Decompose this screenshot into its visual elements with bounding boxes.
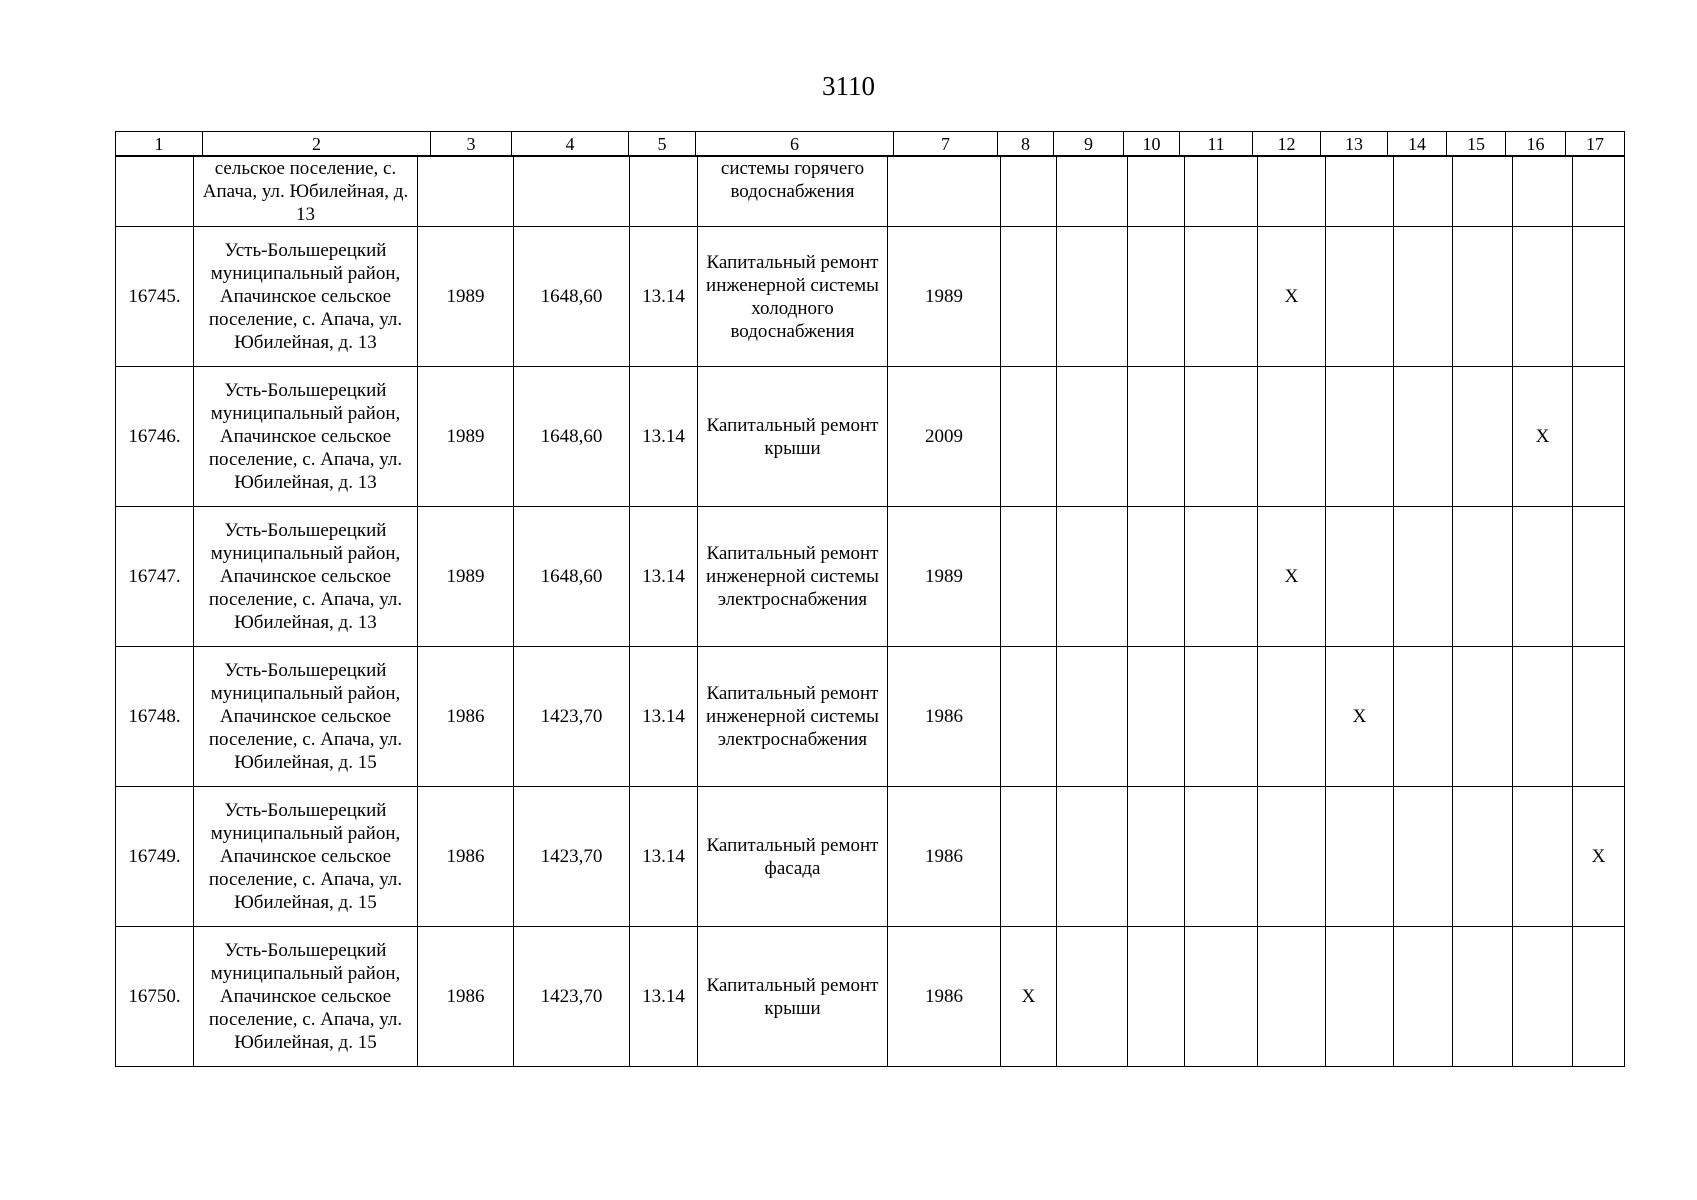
cell-year-built: 1986 bbox=[418, 647, 514, 787]
cell-area: 1423,70 bbox=[514, 647, 630, 787]
cell-code: 13.14 bbox=[630, 787, 698, 927]
header-cell: 10 bbox=[1124, 132, 1180, 156]
cell-work: Капитальный ремонт крыши bbox=[698, 367, 888, 507]
cell-year-built: 1989 bbox=[418, 367, 514, 507]
cell-col-13 bbox=[1326, 227, 1394, 367]
cell-area: 1648,60 bbox=[514, 367, 630, 507]
cell-work: Капитальный ремонт инженерной системы электроснабжения bbox=[698, 647, 888, 787]
cell-code: 13.14 bbox=[630, 507, 698, 647]
cell-mark: X bbox=[1258, 507, 1326, 647]
header-cell: 6 bbox=[696, 132, 894, 156]
cell-col-17 bbox=[1573, 507, 1625, 647]
cell-area: 1648,60 bbox=[514, 227, 630, 367]
cell-col-15 bbox=[1453, 367, 1513, 507]
cell-address: Усть-Большерецкий муниципальный район, Апачинское сельское поселение, с. Апача, ул. Юбилейная, д. 15 bbox=[194, 647, 418, 787]
cell-year-work: 2009 bbox=[888, 367, 1001, 507]
header-cell: 12 bbox=[1253, 132, 1321, 156]
cell-col-10 bbox=[1128, 157, 1185, 227]
cell-col-9 bbox=[1057, 367, 1128, 507]
header-cell: 13 bbox=[1321, 132, 1388, 156]
cell-col-8 bbox=[1001, 227, 1057, 367]
cell-col-10 bbox=[1128, 647, 1185, 787]
cell-col-16 bbox=[1513, 157, 1573, 227]
cell-col-15 bbox=[1453, 227, 1513, 367]
cell-year-work bbox=[888, 157, 1001, 227]
cell-address: сельское поселение, с. Апача, ул. Юбилейная, д. 13 bbox=[194, 157, 418, 227]
cell-col-16 bbox=[1513, 647, 1573, 787]
cell-id: 16746. bbox=[116, 367, 194, 507]
header-cell: 3 bbox=[431, 132, 512, 156]
cell-col-14 bbox=[1394, 507, 1453, 647]
cell-col-14 bbox=[1394, 227, 1453, 367]
cell-col-8 bbox=[1001, 787, 1057, 927]
cell-col-9 bbox=[1057, 157, 1128, 227]
cell-col-12 bbox=[1258, 157, 1326, 227]
cell-col-8 bbox=[1001, 647, 1057, 787]
cell-work: Капитальный ремонт инженерной системы электроснабжения bbox=[698, 507, 888, 647]
cell-mark: X bbox=[1573, 787, 1625, 927]
cell-address: Усть-Большерецкий муниципальный район, Апачинское сельское поселение, с. Апача, ул. Юбилейная, д. 13 bbox=[194, 507, 418, 647]
cell-mark: X bbox=[1513, 367, 1573, 507]
cell-mark: X bbox=[1326, 647, 1394, 787]
cell-mark: X bbox=[1258, 227, 1326, 367]
cell-col-17 bbox=[1573, 367, 1625, 507]
cell-col-10 bbox=[1128, 787, 1185, 927]
register-table bbox=[115, 131, 1624, 1067]
cell-area: 1423,70 bbox=[514, 787, 630, 927]
header-cell: 15 bbox=[1447, 132, 1506, 156]
header-row bbox=[116, 132, 1625, 156]
header-cell: 7 bbox=[894, 132, 998, 156]
cell-col-11 bbox=[1185, 157, 1258, 227]
cell-col-11 bbox=[1185, 787, 1258, 927]
cell-col-14 bbox=[1394, 927, 1453, 1067]
header-cell: 2 bbox=[203, 132, 431, 156]
cell-col-14 bbox=[1394, 157, 1453, 227]
cell-col-16 bbox=[1513, 787, 1573, 927]
cell-col-13 bbox=[1326, 157, 1394, 227]
cell-col-11 bbox=[1185, 647, 1258, 787]
cell-col-9 bbox=[1057, 927, 1128, 1067]
cell-area: 1423,70 bbox=[514, 927, 630, 1067]
cell-col-14 bbox=[1394, 787, 1453, 927]
cell-year-work: 1989 bbox=[888, 507, 1001, 647]
column-number-header bbox=[115, 131, 1625, 156]
cell-year-work: 1989 bbox=[888, 227, 1001, 367]
cell-col-16 bbox=[1513, 227, 1573, 367]
header-cell: 16 bbox=[1506, 132, 1566, 156]
cell-id: 16745. bbox=[116, 227, 194, 367]
cell-col-8 bbox=[1001, 507, 1057, 647]
header-cell: 17 bbox=[1566, 132, 1625, 156]
cell-year-built: 1989 bbox=[418, 507, 514, 647]
header-cell: 14 bbox=[1388, 132, 1447, 156]
header-cell: 8 bbox=[998, 132, 1054, 156]
cell-year-work: 1986 bbox=[888, 647, 1001, 787]
cell-col-12 bbox=[1258, 787, 1326, 927]
page-number: 3110 bbox=[822, 71, 875, 101]
cell-mark: X bbox=[1001, 927, 1057, 1067]
cell-col-11 bbox=[1185, 927, 1258, 1067]
cell-id: 16750. bbox=[116, 927, 194, 1067]
cell-col-10 bbox=[1128, 367, 1185, 507]
header-cell: 1 bbox=[116, 132, 203, 156]
table-row bbox=[116, 647, 1625, 787]
cell-col-8 bbox=[1001, 157, 1057, 227]
cell-id: 16749. bbox=[116, 787, 194, 927]
cell-col-9 bbox=[1057, 507, 1128, 647]
cell-code bbox=[630, 157, 698, 227]
header-cell: 11 bbox=[1180, 132, 1253, 156]
cell-year-work: 1986 bbox=[888, 787, 1001, 927]
header-cell: 5 bbox=[629, 132, 696, 156]
cell-work: Капитальный ремонт крыши bbox=[698, 927, 888, 1067]
cell-col-15 bbox=[1453, 507, 1513, 647]
header-cell: 4 bbox=[512, 132, 629, 156]
cell-code: 13.14 bbox=[630, 367, 698, 507]
cell-work: Капитальный ремонт инженерной системы холодного водоснабжения bbox=[698, 227, 888, 367]
cell-col-8 bbox=[1001, 367, 1057, 507]
table-row bbox=[116, 507, 1625, 647]
cell-col-10 bbox=[1128, 927, 1185, 1067]
cell-area bbox=[514, 157, 630, 227]
cell-col-17 bbox=[1573, 227, 1625, 367]
cell-col-17 bbox=[1573, 927, 1625, 1067]
cell-col-13 bbox=[1326, 787, 1394, 927]
cell-col-12 bbox=[1258, 647, 1326, 787]
cell-id: 16747. bbox=[116, 507, 194, 647]
table-row bbox=[116, 787, 1625, 927]
cell-year-built bbox=[418, 157, 514, 227]
table-row bbox=[116, 367, 1625, 507]
cell-year-built: 1986 bbox=[418, 787, 514, 927]
cell-address: Усть-Большерецкий муниципальный район, Апачинское сельское поселение, с. Апача, ул. Юбилейная, д. 13 bbox=[194, 367, 418, 507]
cell-col-15 bbox=[1453, 927, 1513, 1067]
cell-col-15 bbox=[1453, 157, 1513, 227]
cell-col-9 bbox=[1057, 647, 1128, 787]
cell-col-9 bbox=[1057, 787, 1128, 927]
cell-col-16 bbox=[1513, 927, 1573, 1067]
cell-col-11 bbox=[1185, 507, 1258, 647]
cell-col-13 bbox=[1326, 927, 1394, 1067]
cell-year-built: 1989 bbox=[418, 227, 514, 367]
cell-col-17 bbox=[1573, 157, 1625, 227]
cell-area: 1648,60 bbox=[514, 507, 630, 647]
table-row bbox=[116, 227, 1625, 367]
cell-col-12 bbox=[1258, 927, 1326, 1067]
cell-year-built: 1986 bbox=[418, 927, 514, 1067]
cell-address: Усть-Большерецкий муниципальный район, Апачинское сельское поселение, с. Апача, ул. Юбилейная, д. 15 bbox=[194, 927, 418, 1067]
cell-col-15 bbox=[1453, 647, 1513, 787]
cell-id: 16748. bbox=[116, 647, 194, 787]
cell-code: 13.14 bbox=[630, 927, 698, 1067]
cell-col-9 bbox=[1057, 227, 1128, 367]
cell-col-17 bbox=[1573, 647, 1625, 787]
cell-col-11 bbox=[1185, 367, 1258, 507]
cell-col-16 bbox=[1513, 507, 1573, 647]
continuation-row bbox=[116, 157, 1625, 227]
cell-work: системы горячего водоснабжения bbox=[698, 157, 888, 227]
cell-id bbox=[116, 157, 194, 227]
cell-address: Усть-Большерецкий муниципальный район, Апачинское сельское поселение, с. Апача, ул. Юбилейная, д. 15 bbox=[194, 787, 418, 927]
cell-work: Капитальный ремонт фасада bbox=[698, 787, 888, 927]
cell-col-15 bbox=[1453, 787, 1513, 927]
cell-col-14 bbox=[1394, 647, 1453, 787]
cell-col-11 bbox=[1185, 227, 1258, 367]
cell-col-14 bbox=[1394, 367, 1453, 507]
header-cell: 9 bbox=[1054, 132, 1124, 156]
cell-code: 13.14 bbox=[630, 227, 698, 367]
register-body bbox=[115, 156, 1625, 1067]
cell-year-work: 1986 bbox=[888, 927, 1001, 1067]
cell-col-10 bbox=[1128, 227, 1185, 367]
cell-col-13 bbox=[1326, 507, 1394, 647]
cell-address: Усть-Большерецкий муниципальный район, Апачинское сельское поселение, с. Апача, ул. Юбилейная, д. 13 bbox=[194, 227, 418, 367]
cell-col-10 bbox=[1128, 507, 1185, 647]
cell-col-12 bbox=[1258, 367, 1326, 507]
cell-col-13 bbox=[1326, 367, 1394, 507]
cell-code: 13.14 bbox=[630, 647, 698, 787]
table-row bbox=[116, 927, 1625, 1067]
